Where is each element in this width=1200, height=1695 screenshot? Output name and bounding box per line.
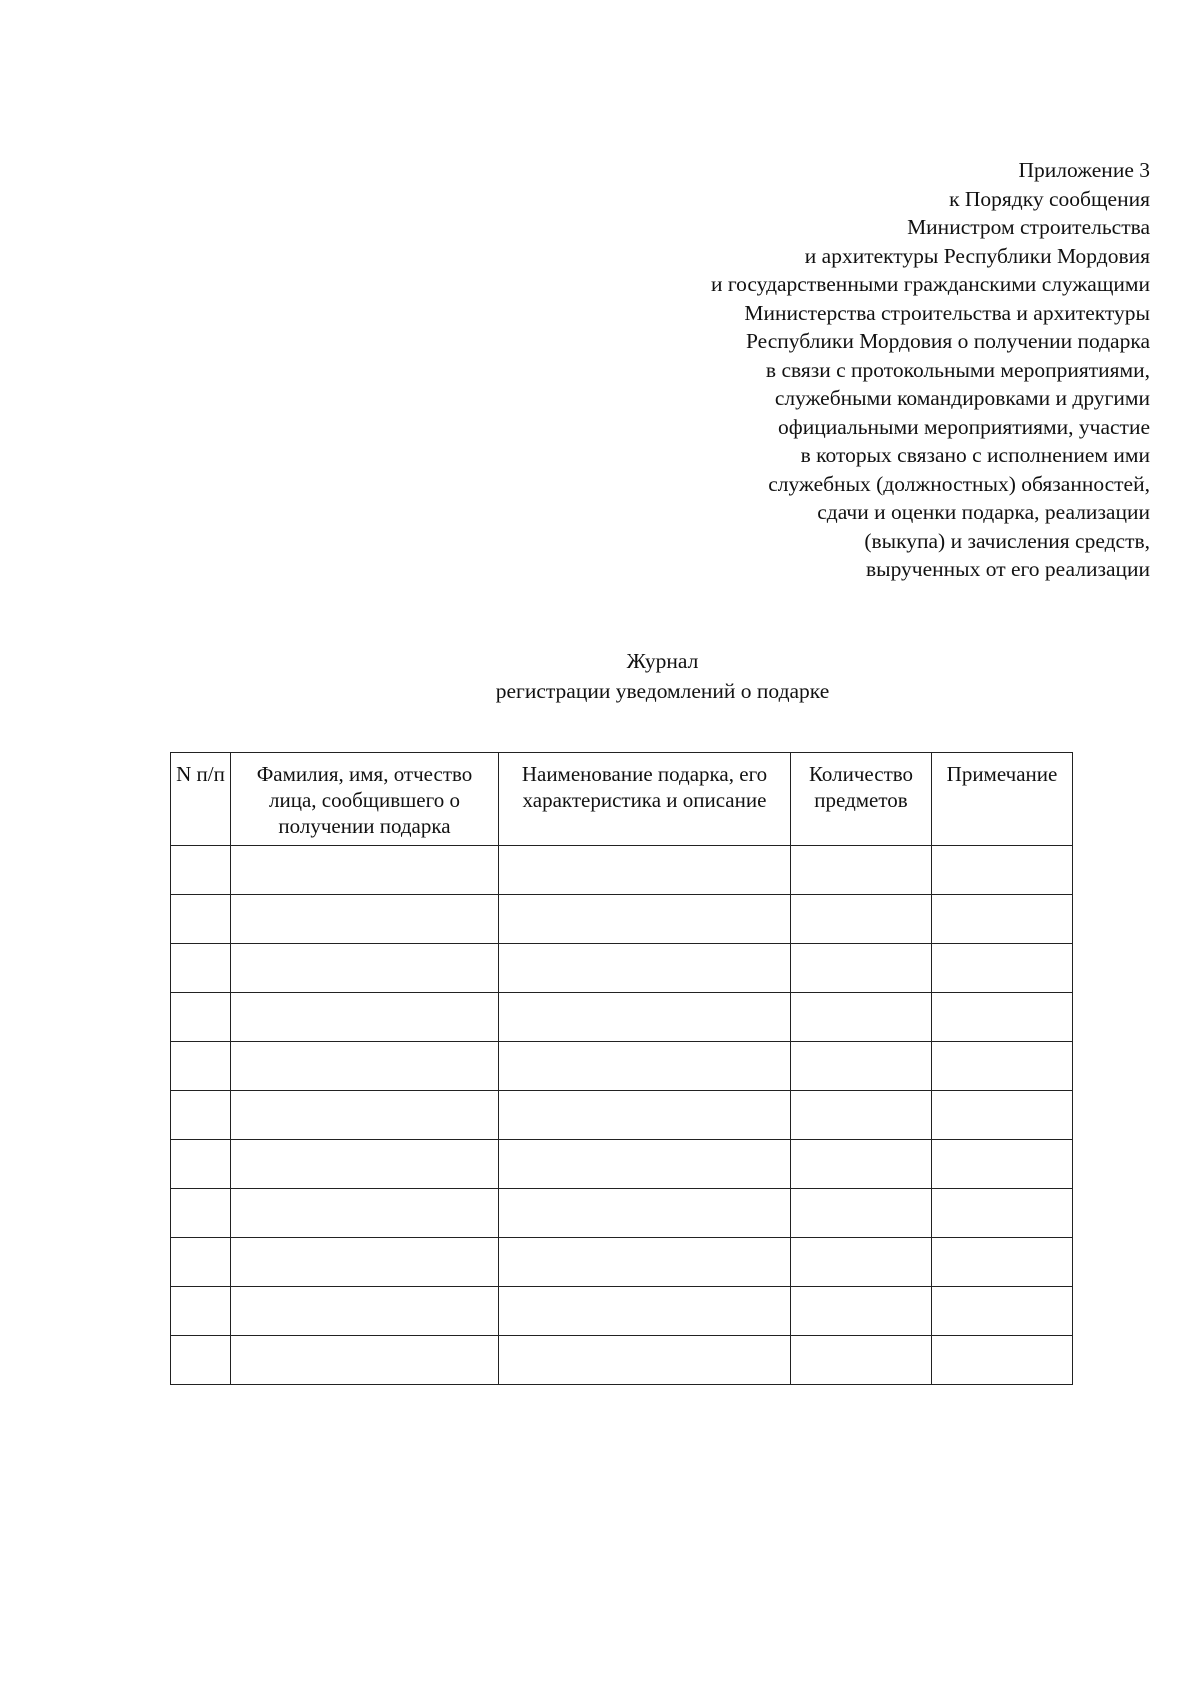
header-number: N п/п bbox=[171, 753, 231, 846]
table-cell bbox=[499, 895, 791, 944]
table-cell bbox=[171, 1140, 231, 1189]
table-cell bbox=[231, 944, 499, 993]
table-cell bbox=[932, 1238, 1073, 1287]
table-cell bbox=[171, 993, 231, 1042]
table-cell bbox=[791, 1287, 932, 1336]
table-cell bbox=[231, 846, 499, 895]
appendix-line: в которых связано с исполнением ими bbox=[800, 443, 1150, 467]
appendix-line: вырученных от его реализации bbox=[865, 557, 1150, 581]
table-row bbox=[171, 1238, 1073, 1287]
table-cell bbox=[231, 895, 499, 944]
table-cell bbox=[171, 846, 231, 895]
table-cell bbox=[932, 1189, 1073, 1238]
table-cell bbox=[171, 1336, 231, 1385]
table-cell bbox=[231, 1287, 499, 1336]
document-title bbox=[0, 646, 1200, 706]
appendix-line: служебными командировками и другими bbox=[774, 386, 1150, 410]
table-cell bbox=[231, 1091, 499, 1140]
table-body bbox=[171, 846, 1073, 1385]
journal-table bbox=[170, 752, 1073, 1385]
appendix-line: Министерства строительства и архитектуры bbox=[744, 300, 1150, 325]
table-cell bbox=[499, 1042, 791, 1091]
table-cell bbox=[791, 993, 932, 1042]
table-cell bbox=[231, 1140, 499, 1189]
table-cell bbox=[231, 1336, 499, 1385]
table-cell bbox=[499, 1140, 791, 1189]
appendix-line: Министром строительства bbox=[907, 215, 1150, 239]
table-cell bbox=[499, 846, 791, 895]
table-cell bbox=[932, 1336, 1073, 1385]
table-cell bbox=[932, 1287, 1073, 1336]
table-cell bbox=[932, 895, 1073, 944]
table-cell bbox=[791, 1091, 932, 1140]
table-cell bbox=[499, 993, 791, 1042]
table-cell bbox=[791, 1140, 932, 1189]
table-cell bbox=[932, 846, 1073, 895]
appendix-line: официальными мероприятиями, участие bbox=[778, 414, 1150, 439]
table-cell bbox=[932, 1042, 1073, 1091]
table-cell bbox=[791, 944, 932, 993]
header-full-name: Фамилия, имя, отчество лица, сообщившего о получении подарка bbox=[231, 753, 499, 846]
table-row bbox=[171, 1287, 1073, 1336]
table-row bbox=[171, 1042, 1073, 1091]
appendix-line: служебных (должностных) обязанностей, bbox=[768, 471, 1150, 496]
table-cell bbox=[791, 1336, 932, 1385]
table-row bbox=[171, 895, 1073, 944]
table-row bbox=[171, 1091, 1073, 1140]
table-row bbox=[171, 1140, 1073, 1189]
table-cell bbox=[231, 1189, 499, 1238]
table-cell bbox=[171, 1287, 231, 1336]
table-row bbox=[171, 944, 1073, 993]
table-cell bbox=[791, 1042, 932, 1091]
appendix-line: (выкупа) и зачисления средств, bbox=[864, 528, 1150, 553]
table-cell bbox=[231, 1042, 499, 1091]
header-gift-description: Наименование подарка, его характеристика и описание bbox=[499, 753, 791, 846]
appendix-line: сдачи и оценки подарка, реализации bbox=[817, 500, 1150, 524]
table-cell bbox=[171, 944, 231, 993]
table-cell bbox=[932, 1140, 1073, 1189]
table-cell bbox=[499, 1336, 791, 1385]
table-cell bbox=[499, 1091, 791, 1140]
table-cell bbox=[932, 1091, 1073, 1140]
table-cell bbox=[171, 1091, 231, 1140]
table-cell bbox=[791, 1189, 932, 1238]
header-note: Примечание bbox=[932, 753, 1073, 846]
header-quantity: Количество предметов bbox=[791, 753, 932, 846]
table-cell bbox=[791, 1238, 932, 1287]
table-row bbox=[171, 993, 1073, 1042]
table-cell bbox=[171, 1238, 231, 1287]
table-cell bbox=[231, 993, 499, 1042]
appendix-header bbox=[550, 156, 1150, 584]
table-cell bbox=[231, 1238, 499, 1287]
title-line-1: Журнал bbox=[626, 649, 699, 673]
table-cell bbox=[791, 846, 932, 895]
appendix-line: Республики Мордовия о получении подарка bbox=[746, 329, 1150, 353]
table-cell bbox=[499, 1189, 791, 1238]
table-cell bbox=[932, 944, 1073, 993]
table-cell bbox=[791, 895, 932, 944]
table-cell bbox=[499, 1238, 791, 1287]
table-row bbox=[171, 846, 1073, 895]
table-row bbox=[171, 1189, 1073, 1238]
appendix-line: и государственными гражданскими служащими bbox=[710, 272, 1150, 296]
table-row bbox=[171, 1336, 1073, 1385]
table-header-row bbox=[171, 753, 1073, 846]
appendix-line: к Порядку сообщения bbox=[949, 186, 1150, 211]
appendix-line: Приложение 3 bbox=[1018, 158, 1150, 182]
table-cell bbox=[499, 1287, 791, 1336]
table-cell bbox=[499, 944, 791, 993]
table-cell bbox=[932, 993, 1073, 1042]
table-cell bbox=[171, 895, 231, 944]
table-cell bbox=[171, 1189, 231, 1238]
title-line-2: регистрации уведомлений о подарке bbox=[495, 679, 830, 703]
appendix-line: и архитектуры Республики Мордовия bbox=[804, 243, 1150, 268]
appendix-line: в связи с протокольными мероприятиями, bbox=[765, 357, 1150, 382]
table-cell bbox=[171, 1042, 231, 1091]
